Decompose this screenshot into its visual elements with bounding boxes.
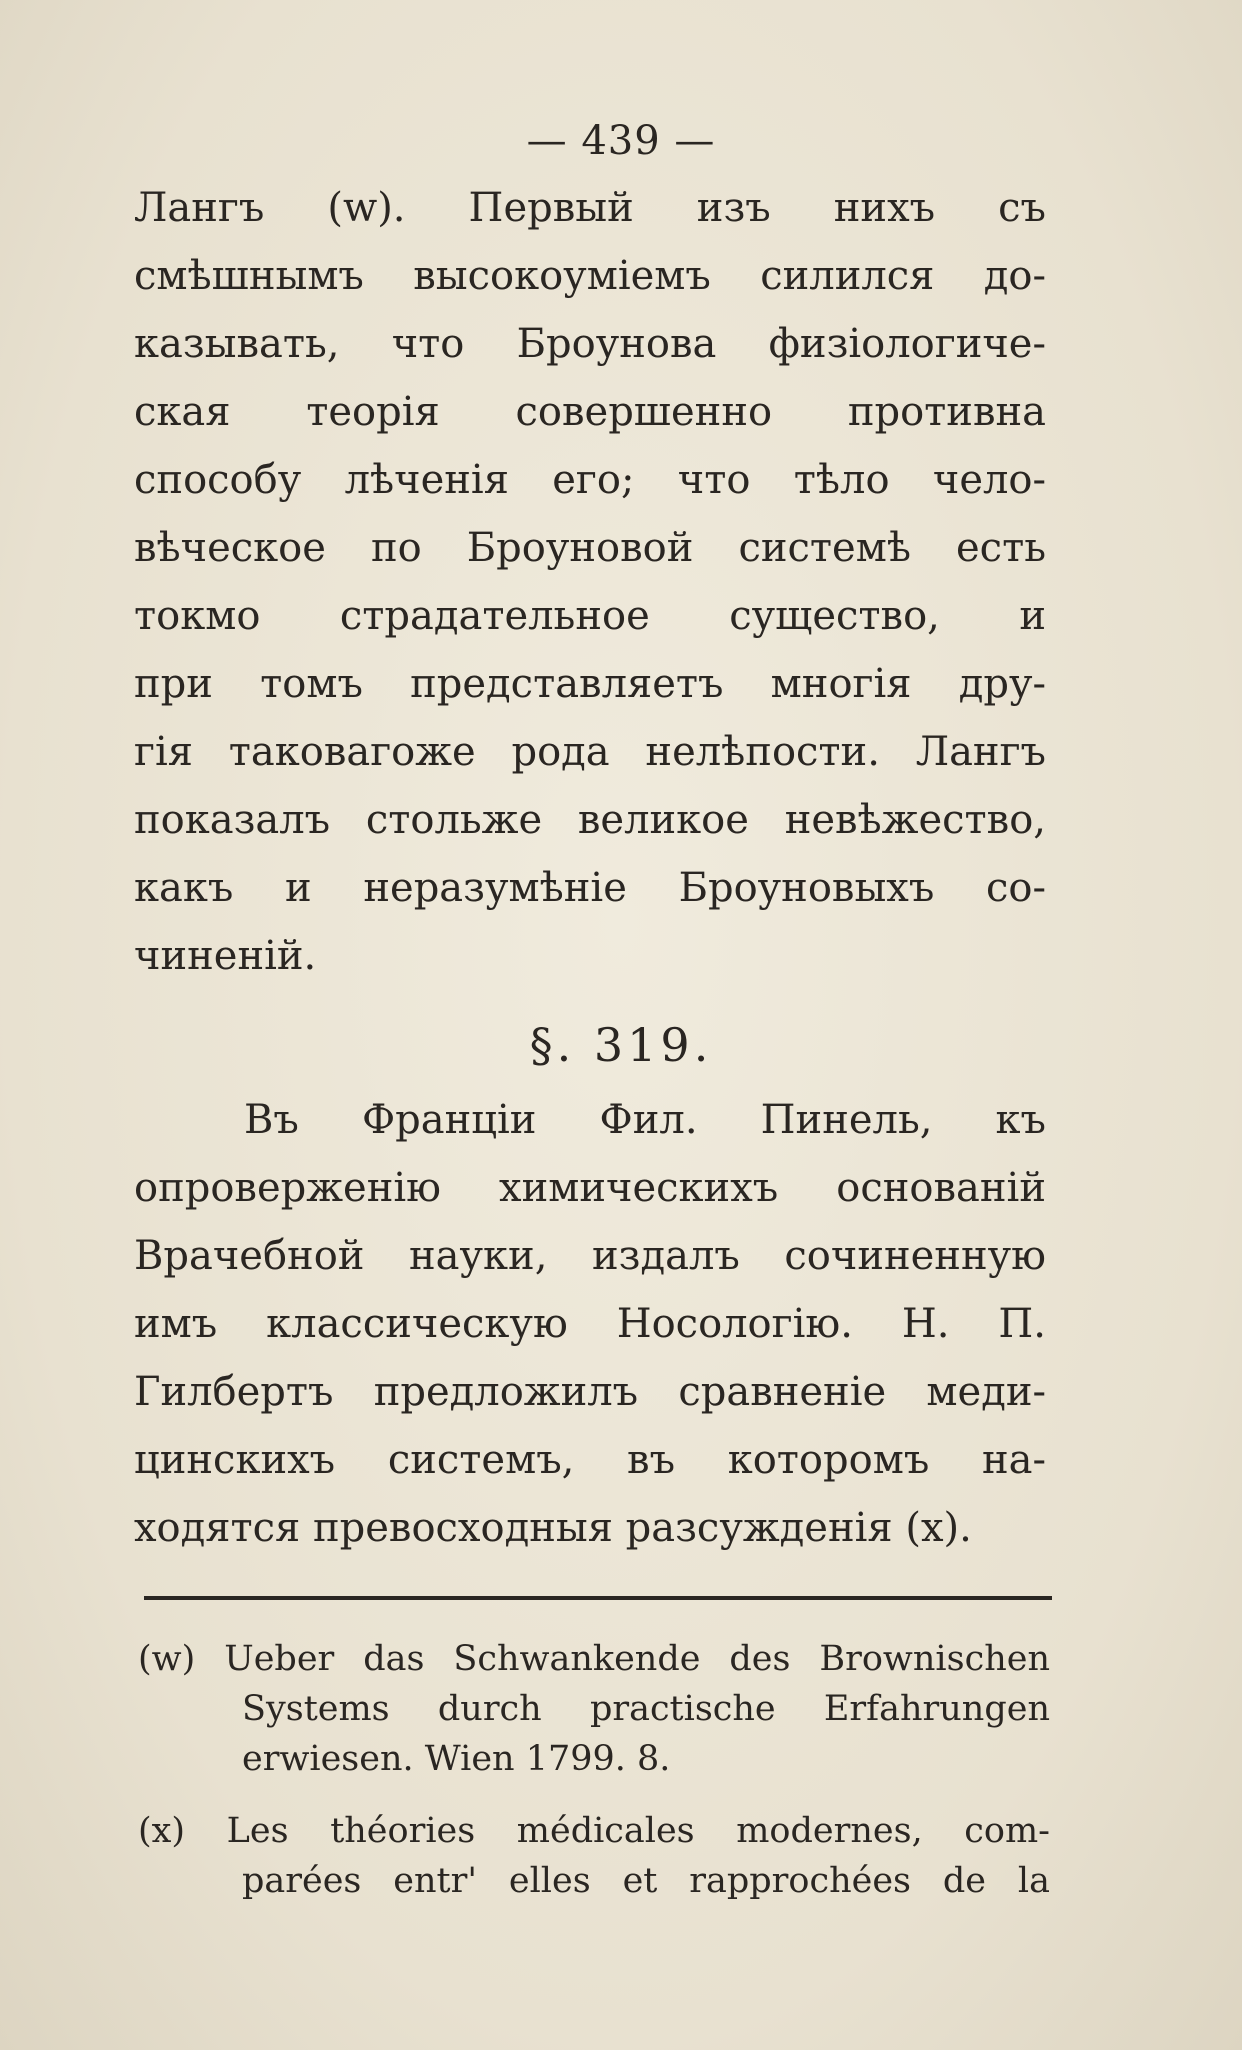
text-line: Лангъ (w). Первый изъ нихъ съ — [134, 185, 1046, 231]
text-line: чиненiй. — [134, 933, 317, 979]
footnotes — [138, 1634, 1050, 1906]
page-number: — 439 — — [526, 118, 716, 164]
footnote-x — [138, 1806, 1050, 1906]
footnote-line: erwiesen. Wien 1799. 8. — [242, 1739, 671, 1779]
text-line: Врачебной науки, издалъ сочиненную — [134, 1233, 1046, 1279]
paragraph-1 — [134, 174, 1046, 990]
text-line: казывать, что Броунова физiологиче- — [134, 321, 1046, 367]
section-heading: §. 319. — [529, 1018, 713, 1072]
text-line: Гилбертъ предложилъ сравненiе меди- — [134, 1369, 1046, 1415]
text-line: показалъ стольже великое невѣжество, — [134, 797, 1046, 843]
footnote-line: Systems durch practische Erfahrungen — [242, 1689, 1050, 1729]
footnote-line: (w) Ueber das Schwankende des Brownischen — [138, 1639, 1050, 1679]
footnote-line: parées entr' elles et rapprochées de la — [242, 1861, 1050, 1901]
text-line: имъ классическую Носологiю. Н. П. — [134, 1301, 1046, 1347]
text-line: Въ Францiи Фил. Пинель, къ — [244, 1097, 1046, 1143]
text-line: ходятся превосходныя разсужденiя (x). — [134, 1505, 972, 1551]
text-line: смѣшнымъ высокоумiемъ силился до- — [134, 253, 1046, 299]
text-line: опроверженiю химическихъ основанiй — [134, 1165, 1046, 1211]
footnote-line: (x) Les théories médicales modernes, com- — [138, 1811, 1050, 1851]
text-line: способу лѣченiя его; что тѣло чело- — [134, 457, 1046, 503]
text-line: гiя таковагоже рода нелѣпости. Лангъ — [134, 729, 1046, 775]
text-line: при томъ представляетъ многiя дру- — [134, 661, 1046, 707]
footnote-w — [138, 1634, 1050, 1784]
text-line: токмо страдательное существо, и — [134, 593, 1046, 639]
text-line: вѣческое по Броуновой системѣ есть — [134, 525, 1046, 571]
footnote-divider — [144, 1596, 1052, 1600]
paragraph-2 — [134, 1086, 1046, 1562]
text-line: какъ и неразумѣнiе Броуновыхъ со- — [134, 865, 1046, 911]
text-line: цинскихъ системъ, въ которомъ на- — [134, 1437, 1046, 1483]
text-line: ская теорiя совершенно противна — [134, 389, 1046, 435]
